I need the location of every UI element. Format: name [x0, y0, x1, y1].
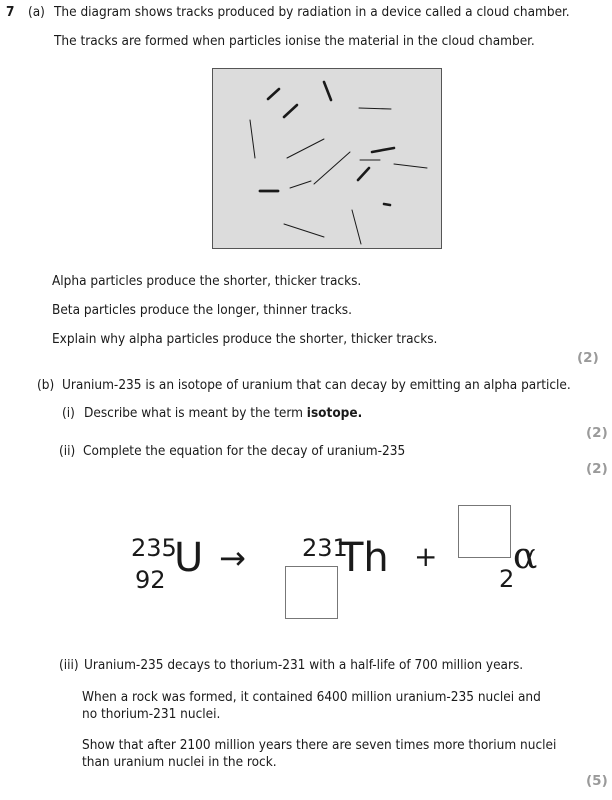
thorium-atomic-number-box[interactable]	[285, 566, 338, 619]
uranium-atomic-number: 92	[135, 566, 166, 594]
part-b-ii-marks: (2)	[586, 461, 608, 477]
beta-track	[394, 164, 427, 168]
beta-track	[290, 181, 311, 188]
part-b-iii-text: Uranium-235 decays to thorium-231 with a half-life of 700 million years.	[84, 657, 524, 673]
part-b-ii-text: Complete the equation for the decay of uranium-235	[83, 443, 406, 459]
cloud-chamber-tracks	[213, 69, 443, 250]
part-b-iii-para2-line2: than uranium nuclei in the rock.	[82, 754, 277, 770]
part-a-marks: (2)	[577, 350, 599, 366]
beta-track	[287, 139, 324, 158]
beta-track	[314, 152, 350, 184]
alpha-mass-number-box[interactable]	[458, 505, 511, 558]
part-b-ii-label: (ii)	[59, 443, 76, 459]
alpha-track	[372, 148, 394, 152]
part-b-intro: Uranium-235 is an isotope of uranium that can decay by emitting an alpha particle.	[62, 377, 571, 393]
alpha-track	[384, 204, 390, 205]
beta-track	[359, 108, 391, 109]
thorium-symbol: Th	[339, 535, 389, 581]
part-b-iii-label: (iii)	[59, 657, 79, 673]
part-a-label: (a)	[28, 4, 45, 20]
thorium-mass-number: 231	[302, 534, 348, 562]
alpha-track	[324, 82, 331, 100]
part-b-i-marks: (2)	[586, 425, 608, 441]
alpha-track	[358, 168, 369, 180]
uranium-symbol: U	[174, 535, 204, 581]
uranium-mass-number: 235	[131, 534, 177, 562]
plus-sign: +	[414, 540, 438, 573]
beta-statement: Beta particles produce the longer, thinner tracks.	[52, 302, 352, 318]
part-b-iii-para2-line1: Show that after 2100 million years there are seven times more thorium nuclei	[82, 737, 557, 753]
alpha-track	[284, 105, 297, 117]
part-b-i-label: (i)	[62, 405, 75, 421]
part-b-iii-para1-line2: no thorium-231 nuclei.	[82, 706, 221, 722]
alpha-atomic-number: 2	[499, 565, 515, 593]
part-b-label: (b)	[37, 377, 55, 393]
part-a-line1: The diagram shows tracks produced by radiation in a device called a cloud chamber.	[54, 4, 570, 20]
reaction-arrow: →	[219, 539, 246, 577]
beta-track	[352, 210, 361, 244]
part-b-i-text: Describe what is meant by the term	[84, 405, 303, 421]
beta-track	[250, 120, 255, 158]
question-number: 7	[6, 4, 15, 20]
part-b-i-text-row	[84, 405, 362, 422]
cloud-chamber-diagram	[212, 68, 442, 249]
part-b-iii-para1-line1: When a rock was formed, it contained 6400 million uranium-235 nuclei and	[82, 689, 541, 705]
beta-track	[284, 224, 324, 237]
part-a-line2: The tracks are formed when particles ionise the material in the cloud chamber.	[54, 33, 535, 49]
alpha-symbol: α	[513, 536, 538, 577]
alpha-track	[268, 89, 279, 99]
part-a-task: Explain why alpha particles produce the shorter, thicker tracks.	[52, 331, 438, 347]
part-b-i-term: isotope.	[306, 405, 363, 421]
alpha-statement: Alpha particles produce the shorter, thicker tracks.	[52, 273, 362, 289]
part-b-iii-marks: (5)	[586, 773, 608, 789]
